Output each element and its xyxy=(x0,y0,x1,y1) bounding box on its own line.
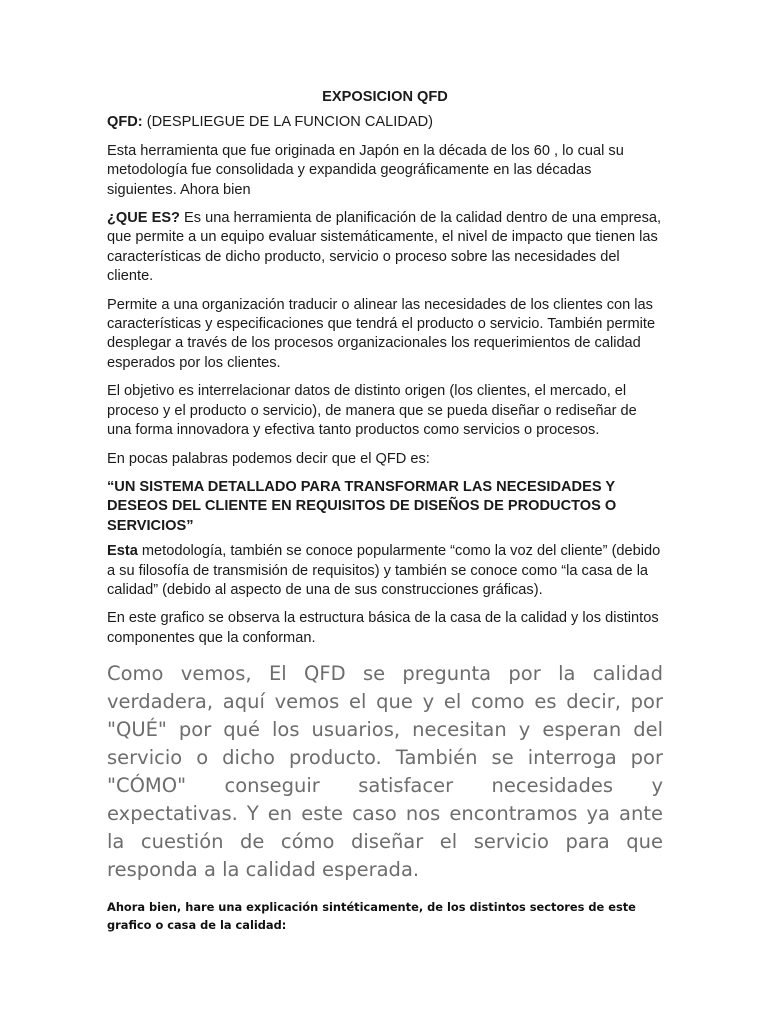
qfd-definition xyxy=(107,113,663,132)
que-es-paragraph xyxy=(107,209,663,287)
que-es-text: Es una herramienta de planificación de la calidad dentro de una empresa, que permite a un equipo evaluar sistemáticamente, el nivel de impacto que tienen las características de dicho producto, servicio o proceso sobre las necesidades del cliente. xyxy=(107,210,662,285)
large-paragraph: Como vemos, El QFD se pregunta por la calidad verdadera, aquí vemos el que y el como es decir, por "QUÉ" por qué los usuarios, necesitan y esperan del servicio o dicho producto. También se interroga por "CÓMO" conseguir satisfacer necesidades y expectativas. Y en este caso nos encontramos ya ante la cuestión de cómo diseñar el servicio para que responda a la calidad esperada. xyxy=(107,662,663,882)
page-title: EXPOSICION QFD xyxy=(322,89,448,105)
objetivo-paragraph: El objetivo es interrelacionar datos de distinto origen (los clientes, el mercado, el proceso y el producto o servicio), de manera que se pueda diseñar o rediseñar de una forma innovadora y efectiva tanto productos como servicios o procesos. xyxy=(107,383,637,439)
esta-text: metodología, también se conoce popularmente “como la voz del cliente” (debido a su filosofía de transmisión de requisitos) y también se conoce como “la casa de la calidad” (debido al aspecto de una de sus construcciones gráficas). xyxy=(107,543,661,598)
document-page xyxy=(107,88,663,934)
esta-label: Esta xyxy=(107,543,138,560)
permite-paragraph: Permite a una organización traducir o alinear las necesidades de los clientes con las características y especificaciones que tendrá el producto o servicio. También permite desplegar a través de los procesos organizacionales los requerimientos de calidad esperados por los clientes. xyxy=(107,296,656,371)
grafico-paragraph: En este grafico se observa la estructura básica de la casa de la calidad y los distintos componentes que la conforman. xyxy=(107,610,659,646)
origin-paragraph: Esta herramienta que fue originada en Japón en la década de los 60 , lo cual su metodología fue consolidada y expandida geográficamente en las décadas siguientes. Ahora bien xyxy=(107,142,624,198)
que-es-label: ¿QUE ES? xyxy=(107,210,180,227)
closing-paragraph: Ahora bien, hare una explicación sintéticamente, de los distintos sectores de este grafico o casa de la calidad: xyxy=(107,900,636,933)
definition-quote: “UN SISTEMA DETALLADO PARA TRANSFORMAR LAS NECESIDADES Y DESEOS DEL CLIENTE EN REQUISITOS DE DISEÑOS DE PRODUCTOS O SERVICIOS” xyxy=(107,478,617,534)
qfd-text: (DESPLIEGUE DE LA FUNCION CALIDAD) xyxy=(142,114,433,131)
pocas-palabras-paragraph: En pocas palabras podemos decir que el QFD es: xyxy=(107,450,430,467)
qfd-label: QFD: xyxy=(107,114,143,131)
esta-paragraph xyxy=(107,542,663,600)
